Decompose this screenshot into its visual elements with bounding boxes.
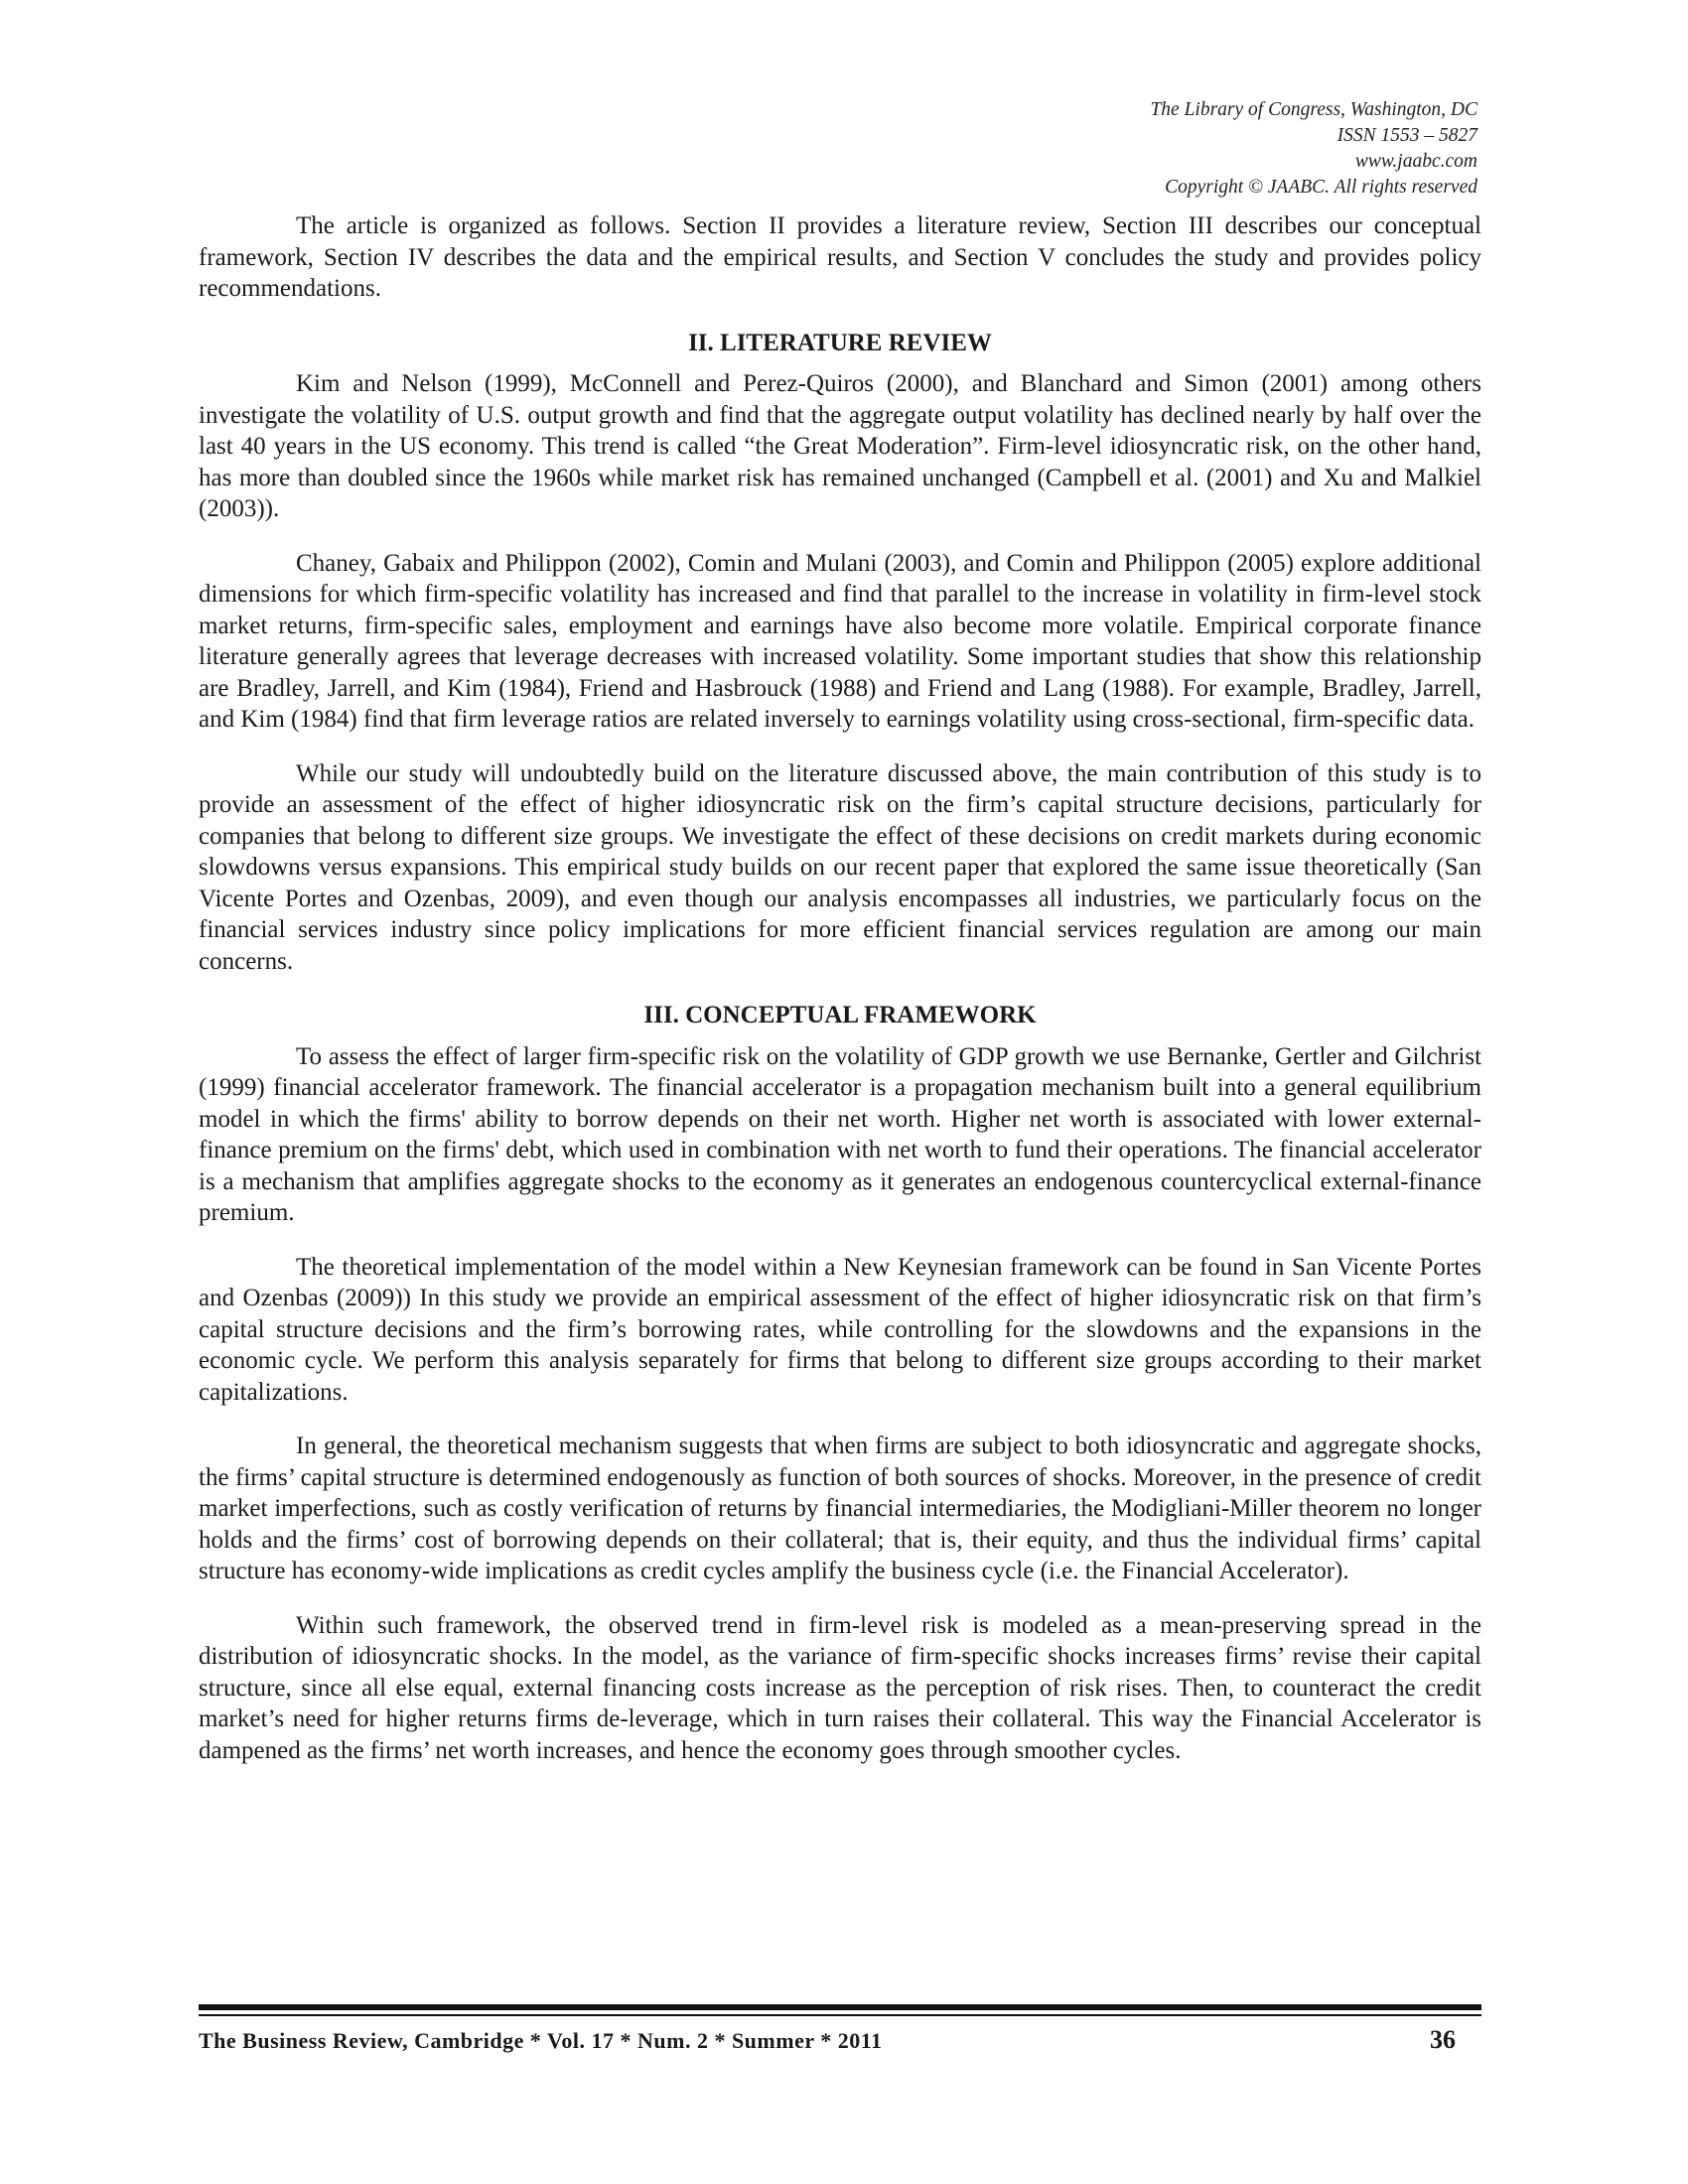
running-footer <box>199 2025 1481 2055</box>
intro-paragraph: The article is organized as follows. Section II provides a literature review, Section III describes our conceptual framework, Section IV describes the data and the empirical results, and Section V concludes the study and provides policy recommendations. <box>199 212 1481 302</box>
running-header <box>1150 97 1477 201</box>
header-copyright: Copyright © JAABC. All rights reserved <box>1165 177 1477 198</box>
page-number: 36 <box>1430 2025 1456 2054</box>
framework-paragraph-1: To assess the effect of larger firm-specific risk on the volatility of GDP growth we use Bernanke, Gertler and Gilchrist (1999) financial accelerator framework. The financial accelerator is a propagation mechanism built into a general equilibrium model in which the firms' ability to borrow depends on their net worth. Higher net worth is associated with lower external-finance premium on the firms' debt, which used in combination with net worth to fund their operations. The financial accelerator is a mechanism that amplifies aggregate shocks to the economy as it generates an endogenous countercyclical external-finance premium. <box>199 1042 1481 1226</box>
section-title-literature-review: II. LITERATURE REVIEW <box>688 329 992 356</box>
footer-journal-citation: The Business Review, Cambridge * Vol. 17 * Num. 2 * Summer * 2011 <box>199 2028 883 2053</box>
footer-rule-thick <box>199 2004 1481 2010</box>
header-library: The Library of Congress, Washington, DC <box>1150 99 1477 120</box>
article-body <box>199 210 1481 1789</box>
literature-paragraph-3: While our study will undoubtedly build on the literature discussed above, the main contribution of this study is to provide an assessment of the effect of higher idiosyncratic risk on the firm’s capital structure decisions, particularly for companies that belong to different size groups. We investigate the effect of these decisions on credit markets during economic slowdowns versus expansions. This empirical study builds on our recent paper that explored the same issue theoretically (San Vicente Portes and Ozenbas, 2009), and even though our analysis encompasses all industries, we particularly focus on the financial services industry since policy implications for more efficient financial services regulation are among our main concerns. <box>199 759 1481 975</box>
literature-paragraph-1: Kim and Nelson (1999), McConnell and Perez-Quiros (2000), and Blanchard and Simon (2001) among others investigate the volatility of U.S. output growth and find that the aggregate output volatility has declined nearly by half over the last 40 years in the US economy. This trend is called “the Great Moderation”. Firm-level idiosyncratic risk, on the other hand, has more than doubled since the 1960s while market risk has remained unchanged (Campbell et al. (2001) and Xu and Malkiel (2003)). <box>199 370 1481 522</box>
literature-paragraph-2: Chaney, Gabaix and Philippon (2002), Comin and Mulani (2003), and Comin and Philippon (2005) explore additional dimensions for which firm-specific volatility has increased and find that parallel to the increase in volatility in firm-level stock market returns, firm-specific sales, employment and earnings have also become more volatile. Empirical corporate finance literature generally agrees that leverage decreases with increased volatility. Some important studies that show this relationship are Bradley, Jarrell, and Kim (1984), Friend and Hasbrouck (1988) and Friend and Lang (1988). For example, Bradley, Jarrell, and Kim (1984) find that firm leverage ratios are related inversely to earnings volatility using cross-sectional, firm-specific data. <box>199 549 1481 733</box>
framework-paragraph-3: In general, the theoretical mechanism suggests that when firms are subject to both idiosyncratic and aggregate shocks, the firms’ capital structure is determined endogenously as function of both sources of shocks. Moreover, in the presence of credit market imperfections, such as costly verification of returns by financial intermediaries, the Modigliani-Miller theorem no longer holds and the firms’ cost of borrowing depends on their collateral; that is, their equity, and thus the individual firms’ capital structure has economy-wide implications as credit cycles amplify the business cycle (i.e. the Financial Accelerator). <box>199 1433 1481 1584</box>
header-issn: ISSN 1553 – 5827 <box>1336 125 1477 146</box>
footer-rule-thin <box>199 2014 1481 2016</box>
section-title-conceptual-framework: III. CONCEPTUAL FRAMEWORK <box>643 1002 1037 1028</box>
framework-paragraph-2: The theoretical implementation of the model within a New Keynesian framework can be found in San Vicente Portes and Ozenbas (2009)) In this study we provide an empirical assessment of the effect of higher idiosyncratic risk on that firm’s capital structure decisions and the firm’s borrowing rates, while controlling for the slowdowns and the expansions in the economic cycle. We perform this analysis separately for firms that belong to different size groups according to their market capitalizations. <box>199 1253 1481 1406</box>
framework-paragraph-4: Within such framework, the observed trend in firm-level risk is modeled as a mean-preserving spread in the distribution of idiosyncratic shocks. In the model, as the variance of firm-specific shocks increases firms’ revise their capital structure, since all else equal, external financing costs increase as the perception of risk rises. Then, to counteract the credit market’s need for higher returns firms de-leverage, which in turn raises their collateral. This way the Financial Accelerator is dampened as the firms’ net worth increases, and hence the economy goes through smoother cycles. <box>199 1611 1481 1764</box>
header-website: www.jaabc.com <box>1354 151 1477 172</box>
